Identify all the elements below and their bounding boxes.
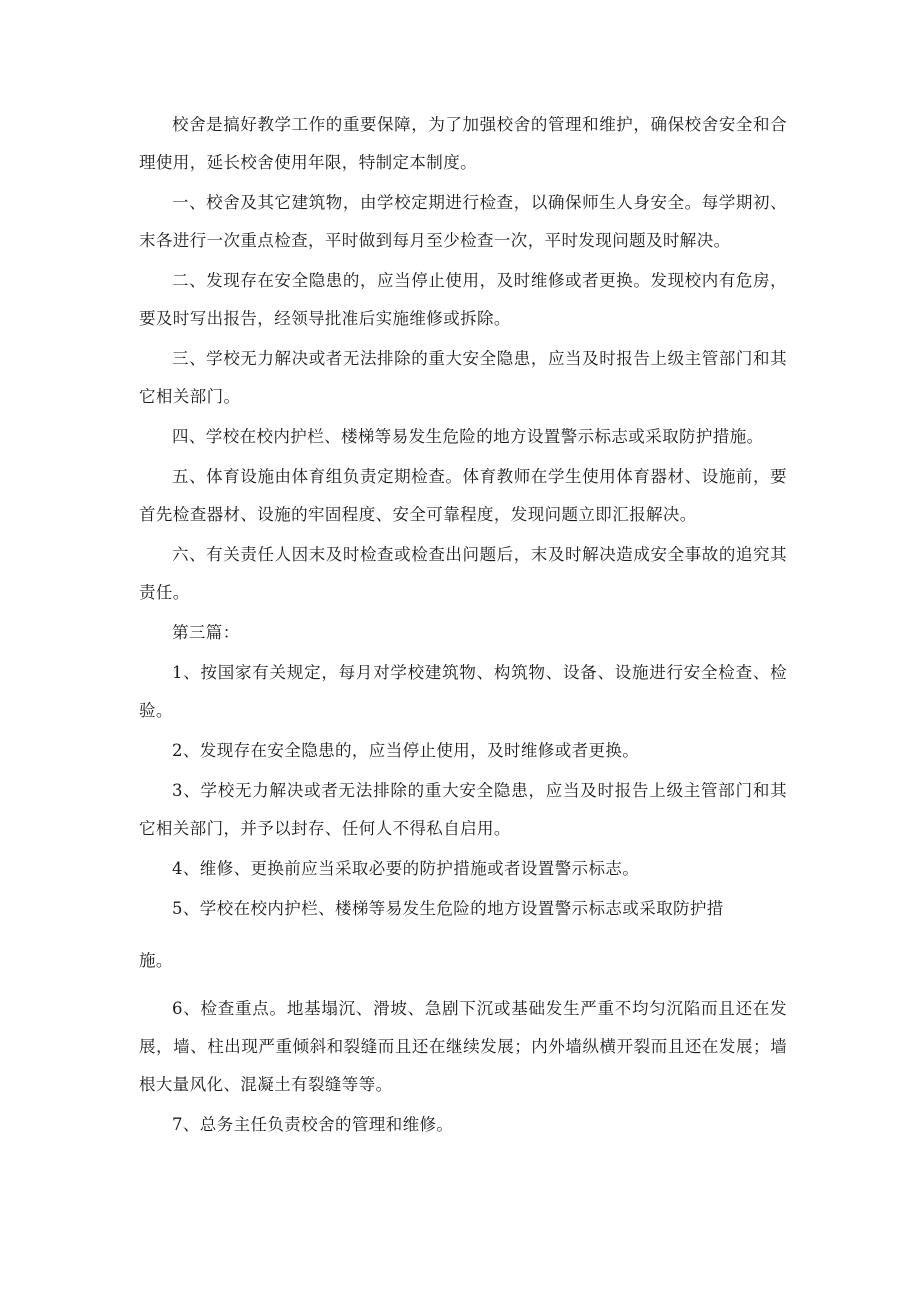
- rule-paragraph-4: 四、学校在校内护栏、楼梯等易发生危险的地方设置警示标志或采取防护措施。: [172, 427, 764, 446]
- rule-paragraph-2: 二、发现存在安全隐患的，应当停止使用，及时维修或者更换。发现校内有危房，要及时写出报告，经领导批准后实施维修或拆除。: [139, 271, 787, 328]
- item-paragraph-2: 2、发现存在安全隐患的，应当停止使用，及时维修或者更换。: [172, 741, 640, 760]
- rule-paragraph-1: 一、校舍及其它建筑物，由学校定期进行检查，以确保师生人身安全。每学期初、末各进行一次重点检查，平时做到每月至少检查一次，平时发现问题及时解决。: [139, 193, 787, 250]
- item-paragraph-3: 3、学校无力解决或者无法排除的重大安全隐患，应当及时报告上级主管部门和其它相关部门，并予以封存、任何人不得私自启用。: [139, 781, 787, 838]
- rule-paragraph-3: 三、学校无力解决或者无法排除的重大安全隐患，应当及时报告上级主管部门和其它相关部门。: [139, 349, 787, 406]
- intro-paragraph: 校舍是搞好教学工作的重要保障，为了加强校舍的管理和维护，确保校舍安全和合理使用，延长校舍使用年限，特制定本制度。: [139, 115, 787, 172]
- item-paragraph-7: 7、总务主任负责校舍的管理和维修。: [172, 1115, 454, 1134]
- item-paragraph-4: 4、维修、更换前应当采取必要的防护措施或者设置警示标志。: [172, 859, 640, 878]
- item-paragraph-5: 5、学校在校内护栏、楼梯等易发生危险的地方设置警示标志或采取防护措: [172, 899, 724, 918]
- item-paragraph-6: 6、检查重点。地基塌沉、滑坡、急剧下沉或基础发生严重不均匀沉陷而且还在发展，墙、柱出现严重倾斜和裂缝而且还在继续发展；内外墙纵横开裂而且还在发展；墙根大量风化、混凝土有裂缝等等。: [139, 999, 787, 1094]
- item-paragraph-5-continued: 施。: [139, 951, 173, 970]
- rule-paragraph-5: 五、体育设施由体育组负责定期检查。体育教师在学生使用体育器材、设施前，要首先检查器材、设施的牢固程度、安全可靠程度，发现问题立即汇报解决。: [139, 467, 787, 524]
- document-body: [139, 106, 787, 1146]
- section-heading: 第三篇：: [172, 623, 240, 642]
- item-paragraph-1: 1、按国家有关规定，每月对学校建筑物、构筑物、设备、设施进行安全检查、检验。: [139, 663, 787, 720]
- paragraph-gap: [139, 982, 787, 990]
- rule-paragraph-6: 六、有关责任人因末及时检查或检查出问题后，末及时解决造成安全事故的追究其责任。: [139, 545, 787, 602]
